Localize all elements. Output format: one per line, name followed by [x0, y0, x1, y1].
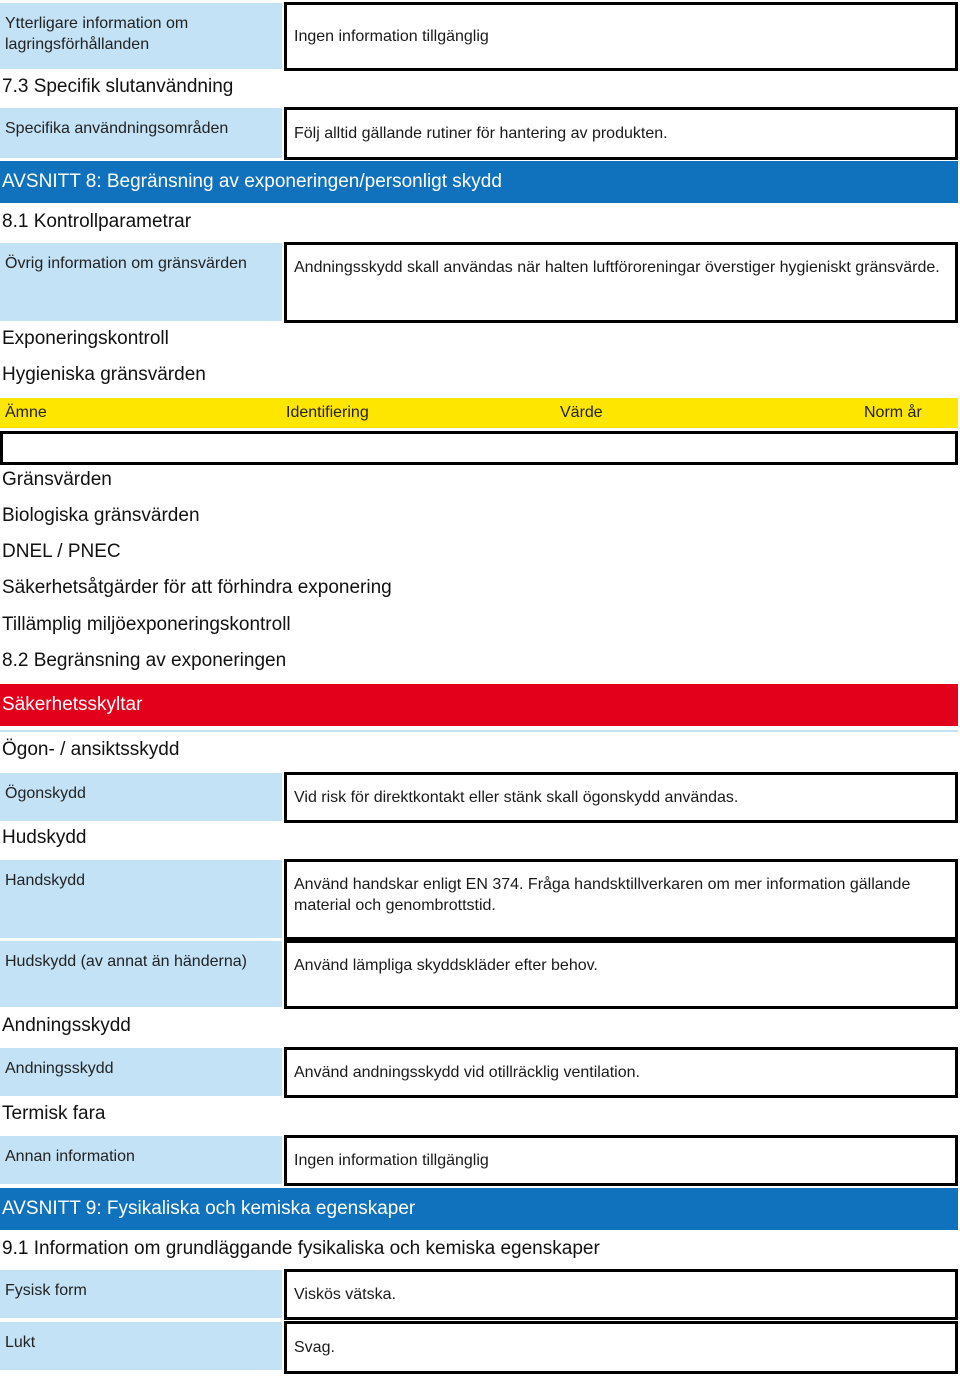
bio-limits-heading: Biologiska gränsvärden	[2, 505, 200, 526]
other-info-text: Ingen information tillgänglig	[294, 1152, 489, 1169]
physical-form-label: Fysisk form	[0, 1270, 282, 1318]
eye-protection-label: Ögonskydd	[0, 773, 282, 821]
col-substance: Ämne	[5, 404, 47, 421]
body-protection-value	[284, 940, 958, 1009]
usage-areas-text: Följ alltid gällande rutiner för hantering av produkten.	[294, 125, 668, 142]
eye-face-heading: Ögon- / ansiktsskydd	[2, 739, 180, 760]
hand-protection-label: Handskydd	[0, 860, 282, 938]
respiratory-text: Använd andningsskydd vid otillräcklig ventilation.	[294, 1064, 640, 1081]
thermal-heading: Termisk fara	[2, 1103, 106, 1124]
odor-label: Lukt	[0, 1322, 282, 1370]
eye-protection-text: Vid risk för direktkontakt eller stänk skall ögonskydd användas.	[294, 789, 739, 806]
section-9-header	[0, 1188, 958, 1230]
eye-protection-value	[284, 772, 958, 823]
odor-text: Svag.	[294, 1339, 335, 1356]
respiratory-heading: Andningsskydd	[2, 1015, 131, 1036]
hand-protection-text: Använd handskar enligt EN 374. Fråga handsktillverkaren om mer information gällande material och genombrottstid.	[294, 876, 911, 914]
section-8-header	[0, 161, 958, 203]
other-limits-text: Andningsskydd skall användas när halten luftföroreningar överstiger hygieniskt gränsvärde.	[294, 259, 940, 276]
respiratory-value	[284, 1047, 958, 1098]
odor-value	[284, 1321, 958, 1374]
safety-signs-title: Säkerhetsskyltar	[2, 694, 143, 715]
col-value: Värde	[560, 404, 603, 421]
other-limits-label: Övrig information om gränsvärden	[0, 243, 282, 321]
body-protection-label: Hudskydd (av annat än händerna)	[0, 941, 282, 1007]
col-norm-year: Norm år	[864, 404, 922, 421]
usage-areas-value	[284, 107, 958, 160]
section-7-3-title: 7.3 Specifik slutanvändning	[2, 76, 234, 97]
section-9-1-title: 9.1 Information om grundläggande fysikaliska och kemiska egenskaper	[2, 1238, 600, 1259]
physical-form-value	[284, 1269, 958, 1320]
physical-form-text: Viskös vätska.	[294, 1286, 396, 1303]
col-identification: Identifiering	[286, 404, 369, 421]
storage-info-label: Ytterligare information om lagringsförhållanden	[0, 3, 282, 69]
hand-protection-value	[284, 859, 958, 940]
hygienic-limits-heading: Hygieniska gränsvärden	[2, 364, 206, 385]
safety-signs-header	[0, 684, 958, 726]
dnel-pnec-heading: DNEL / PNEC	[2, 541, 121, 562]
section-8-title: AVSNITT 8: Begränsning av exponeringen/personligt skydd	[2, 171, 502, 192]
other-limits-value	[284, 242, 958, 323]
skin-heading: Hudskydd	[2, 827, 87, 848]
exposure-control-heading: Exponeringskontroll	[2, 328, 169, 349]
usage-areas-label: Specifika användningsområden	[0, 108, 282, 158]
limits-table-empty-row	[0, 431, 958, 465]
other-info-value	[284, 1135, 958, 1186]
divider	[0, 730, 958, 732]
storage-info-value	[284, 2, 958, 71]
env-control-heading: Tillämplig miljöexponeringskontroll	[2, 614, 291, 635]
other-info-label: Annan information	[0, 1136, 282, 1184]
safety-measures-heading: Säkerhetsåtgärder för att förhindra exponering	[2, 577, 392, 598]
limit-values-heading: Gränsvärden	[2, 469, 112, 490]
section-9-title: AVSNITT 9: Fysikaliska och kemiska egenskaper	[2, 1198, 416, 1219]
respiratory-label: Andningsskydd	[0, 1048, 282, 1096]
section-8-2-title: 8.2 Begränsning av exponeringen	[2, 650, 287, 671]
section-8-1-title: 8.1 Kontrollparametrar	[2, 211, 192, 232]
limits-table-header	[0, 398, 958, 428]
body-protection-text: Använd lämpliga skyddskläder efter behov.	[294, 957, 598, 974]
storage-info-text: Ingen information tillgänglig	[294, 28, 489, 45]
